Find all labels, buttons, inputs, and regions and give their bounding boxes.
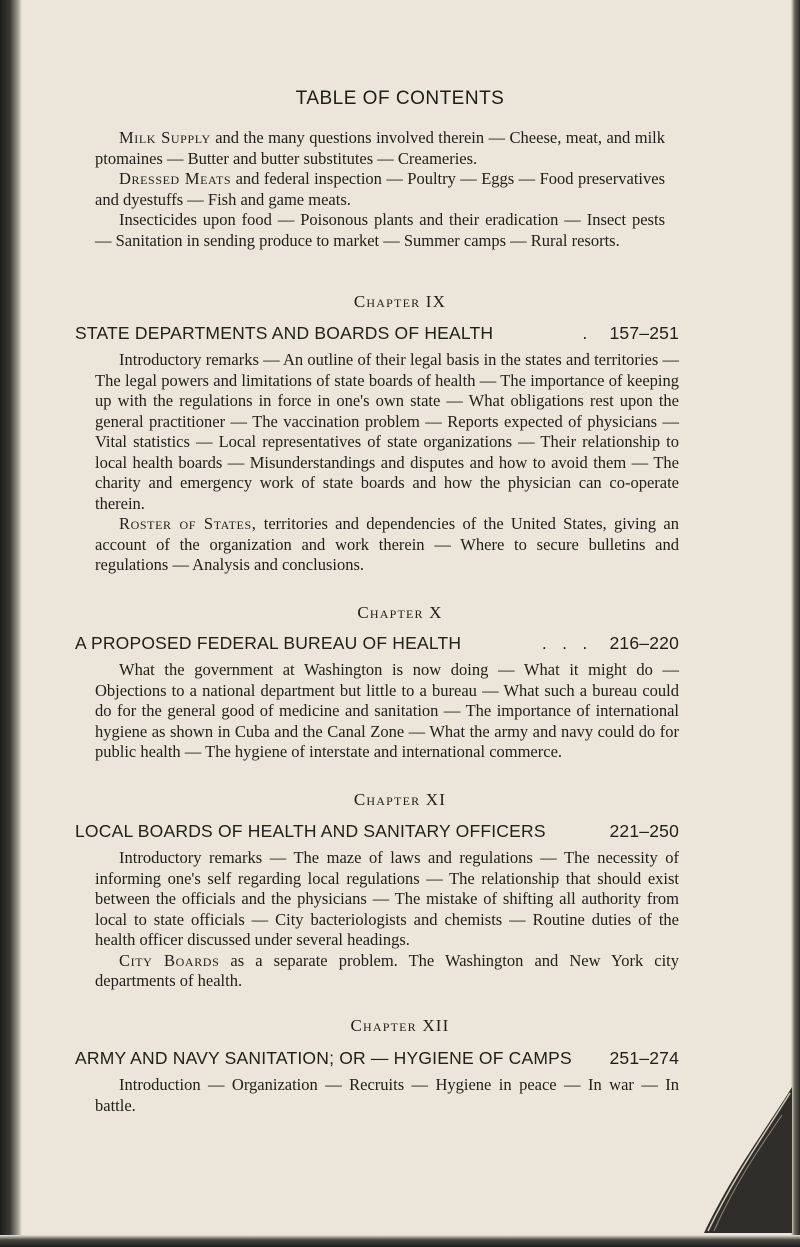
chapter-title-row	[75, 821, 679, 842]
chapter-summary	[95, 660, 679, 763]
summary-paragraph	[95, 951, 679, 992]
page-edge-shadow-right	[791, 0, 800, 1247]
chapter-summary	[95, 350, 679, 576]
page-range: 216–220	[609, 633, 679, 653]
intro-paragraph-3	[95, 210, 665, 251]
summary-paragraph	[95, 350, 679, 514]
lead-words: Milk Supply	[119, 128, 211, 147]
page-range: 221–250	[609, 821, 679, 841]
chapter-label: Chapter XII	[350, 1016, 450, 1035]
paragraph-text: Introductory remarks — The maze of laws and regulations — The necessity of informing one's self regarding local regulations — The relationship that should exist between the officials and the physicians — The mistake of shifting all authority from local to state officials — City bacteriologists and chemists — Routine duties of the health officer discussed under several headings.	[95, 848, 679, 949]
intro-section	[95, 128, 665, 251]
chapter-title: STATE DEPARTMENTS AND BOARDS OF HEALTH	[75, 323, 494, 343]
summary-paragraph	[95, 1075, 679, 1116]
summary-paragraph	[95, 514, 679, 576]
page-range: 157–251	[609, 323, 679, 343]
page-edge-shadow-left	[0, 0, 22, 1247]
chapter-title: A PROPOSED FEDERAL BUREAU OF HEALTH	[75, 633, 462, 653]
page-edge-shadow-bottom	[0, 1235, 800, 1247]
chapter-label: Chapter X	[357, 603, 443, 622]
summary-paragraph	[95, 848, 679, 951]
intro-paragraph-1	[95, 128, 665, 169]
lead-words: Dressed Meats	[119, 169, 232, 188]
paragraph-text: Introductory remarks — An outline of their legal basis in the states and territories — The legal powers and limitations of state boards of health — The importance of keeping up with the regulations in force in one's own state — What obligations rest upon the general practitioner — The vaccination problem — Reports expected of physicians — Vital statistics — Local representatives of state organizations — Their relationship to local health boards — Misunderstandings and disputes and how to avoid them — The charity and emergency work of state boards and how the physician can co-operate therein.	[95, 350, 679, 513]
paragraph-text: and the many questions involved therein — Cheese, meat, and milk ptomaines — Butter and butter substitutes — Creameries.	[95, 128, 665, 168]
chapter-title-row	[75, 633, 679, 654]
page-range: 251–274	[609, 1048, 679, 1068]
chapter-label: Chapter XI	[353, 790, 447, 809]
leader-dots: .	[582, 323, 588, 343]
chapter-label: Chapter IX	[353, 292, 447, 311]
paragraph-text: and federal inspection — Poultry — Eggs — Food preservatives and dyestuffs — Fish and game meats.	[95, 169, 665, 209]
lead-words: Roster of States,	[119, 514, 257, 533]
leader-dots: . . .	[541, 633, 588, 653]
paragraph-text: Insecticides upon food — Poisonous plants and their eradication — Insect pests — Sanitation in sending produce to market — Summer camps — Rural resorts.	[95, 210, 665, 250]
paragraph-text: territories and dependencies of the United States, giving an account of the organization and work therein — Where to secure bulletins and regulations — Analysis and conclusions.	[95, 514, 679, 574]
page-corner-fold	[664, 1085, 794, 1235]
summary-paragraph	[95, 660, 679, 763]
chapter-title: LOCAL BOARDS OF HEALTH AND SANITARY OFFICERS	[75, 821, 546, 841]
chapter-summary	[95, 1075, 679, 1116]
page-header: TABLE OF CONTENTS	[295, 88, 505, 109]
chapter-title-row	[75, 323, 679, 344]
chapter-title: ARMY AND NAVY SANITATION; OR — HYGIENE OF CAMPS	[75, 1048, 572, 1068]
chapter-summary	[95, 848, 679, 992]
paragraph-text: Introduction — Organization — Recruits — Hygiene in peace — In war — In battle.	[95, 1075, 679, 1115]
paragraph-text: What the government at Washington is now doing — What it might do — Objections to a national department but little to a bureau — What such a bureau could do for the general good of medicine and sanitation — The importance of international hygiene as shown in Cuba and the Canal Zone — What the army and navy could do for public health — The hygiene of interstate and international commerce.	[95, 660, 679, 761]
lead-words: City Boards	[119, 950, 220, 970]
paragraph-text: as a separate problem. The Washington and New York city departments of health.	[95, 950, 680, 990]
chapter-title-row	[75, 1048, 679, 1069]
intro-paragraph-2	[95, 169, 665, 210]
